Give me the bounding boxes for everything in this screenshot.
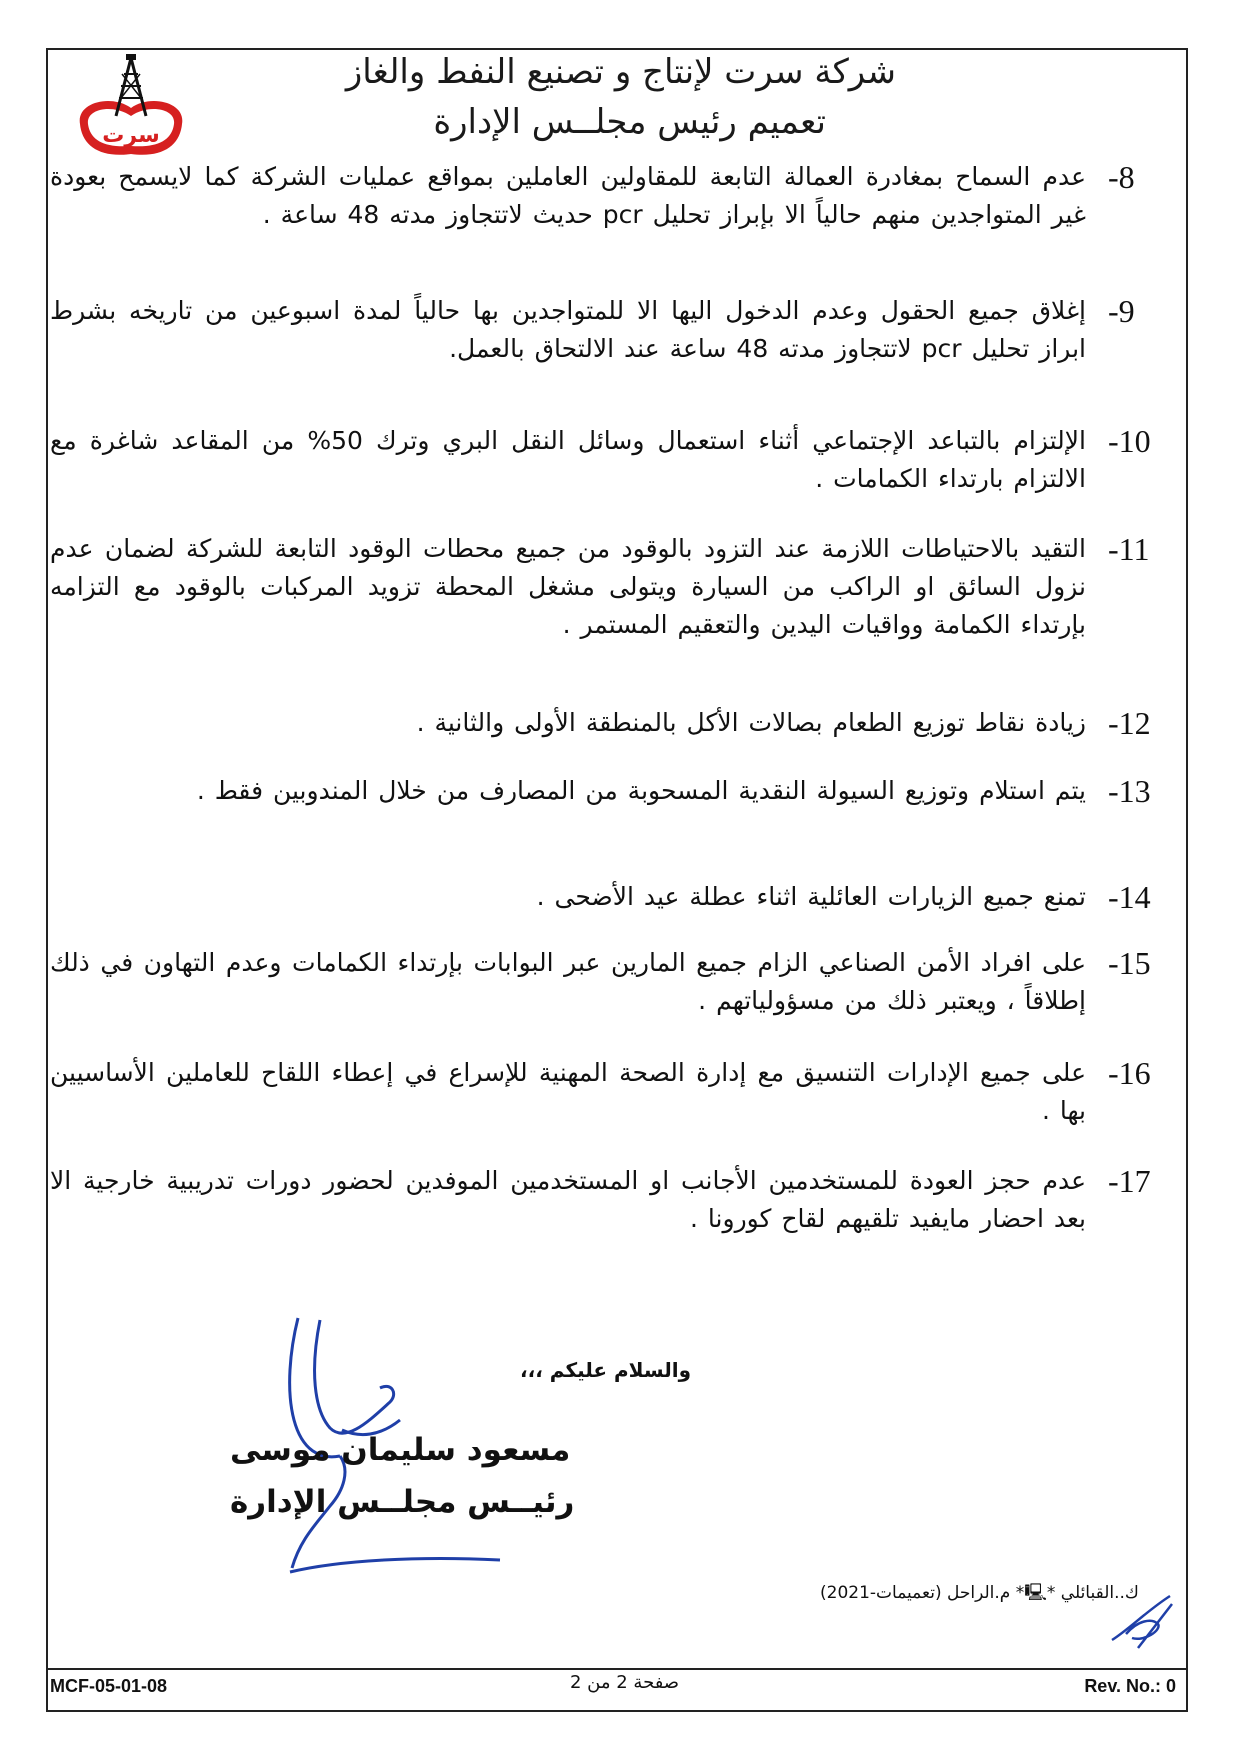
item-number: -13	[1108, 773, 1151, 809]
document-title: تعميم رئيس مجلــس الإدارة	[433, 102, 826, 142]
item-text: الإلتزام بالتباعد الإجتماعي أثناء استعمال وسائل النقل البري وترك 50% من المقاعد شاغرة مع الالتزام بارتداء الكمامات .	[50, 426, 1086, 493]
initial-scribble	[1108, 1590, 1178, 1650]
item-number: -11	[1108, 531, 1150, 567]
revision-number: Rev. No.: 0	[1084, 1676, 1176, 1696]
footer-divider	[46, 1668, 1188, 1670]
item-number: -12	[1108, 705, 1151, 741]
signatory-role: رئيــس مجلــس الإدارة	[230, 1484, 575, 1520]
closing-greeting: والسلام عليكم ،،،	[520, 1358, 692, 1382]
item-text: عدم السماح بمغادرة العمالة التابعة للمقاولين العاملين بمواقع عمليات الشركة كما لايسمح بعودة غير المتواجدين منهم حالياً الا بإبراز تحليل pcr حديث لاتتجاوز مدته 48 ساعة .	[50, 162, 1086, 229]
item-number: -8	[1108, 159, 1135, 195]
item-number: -10	[1108, 423, 1151, 459]
item-text: على افراد الأمن الصناعي الزام جميع المارين عبر البوابات بإرتداء الكمامات وعدم التهاون في ذلك إطلاقاً ، ويعتبر ذلك من مسؤولياتهم .	[50, 948, 1086, 1015]
item-number: -16	[1108, 1055, 1151, 1091]
item-text: يتم استلام وتوزيع السيولة النقدية المسحوبة من المصارف من خلال المندوبين فقط .	[196, 776, 1086, 805]
item-number: -14	[1108, 879, 1151, 915]
item-number: -15	[1108, 945, 1151, 981]
item-text: إغلاق جميع الحقول وعدم الدخول اليها الا للمتواجدين بها حالياً لمدة اسبوعين من تاريخه بشرط ابراز تحليل pcr لاتتجاوز مدته 48 ساعة عند الالتحاق بالعمل.	[50, 296, 1086, 363]
item-text: التقيد بالاحتياطات اللازمة عند التزود بالوقود من جميع محطات الوقود التابعة للشركة لضمان عدم نزول السائق او الراكب من السيارة ويتولى مشغل المحطة تزويد المركبات بالوقود مع التزامه بإرتداء الكمامة وواقيات اليدين والتعقيم المستمر .	[50, 534, 1086, 639]
reference-initials: ك..القبائلي *🖳* م.الراحل (تعميمات-2021)	[820, 1583, 1139, 1603]
svg-text:سرت: سرت	[102, 123, 160, 148]
form-code: MCF-05-01-08	[50, 1676, 168, 1696]
company-name: شركة سرت لإنتاج و تصنيع النفط والغاز	[345, 52, 896, 92]
item-number: -17	[1108, 1163, 1151, 1199]
item-text: تمنع جميع الزيارات العائلية اثناء عطلة عيد الأضحى .	[536, 882, 1086, 911]
company-logo	[72, 54, 190, 166]
item-text: عدم حجز العودة للمستخدمين الأجانب او المستخدمين الموفدين لحضور دورات تدريبية خارجية الا بعد احضار مايفيد تلقيهم لقاح كورونا .	[50, 1166, 1086, 1233]
item-number: -9	[1108, 293, 1135, 329]
signatory-name: مسعود سليمان موسى	[230, 1432, 571, 1468]
page-number: صفحة 2 من 2	[570, 1672, 680, 1693]
item-text: زيادة نقاط توزيع الطعام بصالات الأكل بالمنطقة الأولى والثانية .	[416, 708, 1086, 737]
item-text: على جميع الإدارات التنسيق مع إدارة الصحة المهنية للإسراع في إعطاء اللقاح للعاملين الأساسيين بها .	[50, 1058, 1086, 1125]
